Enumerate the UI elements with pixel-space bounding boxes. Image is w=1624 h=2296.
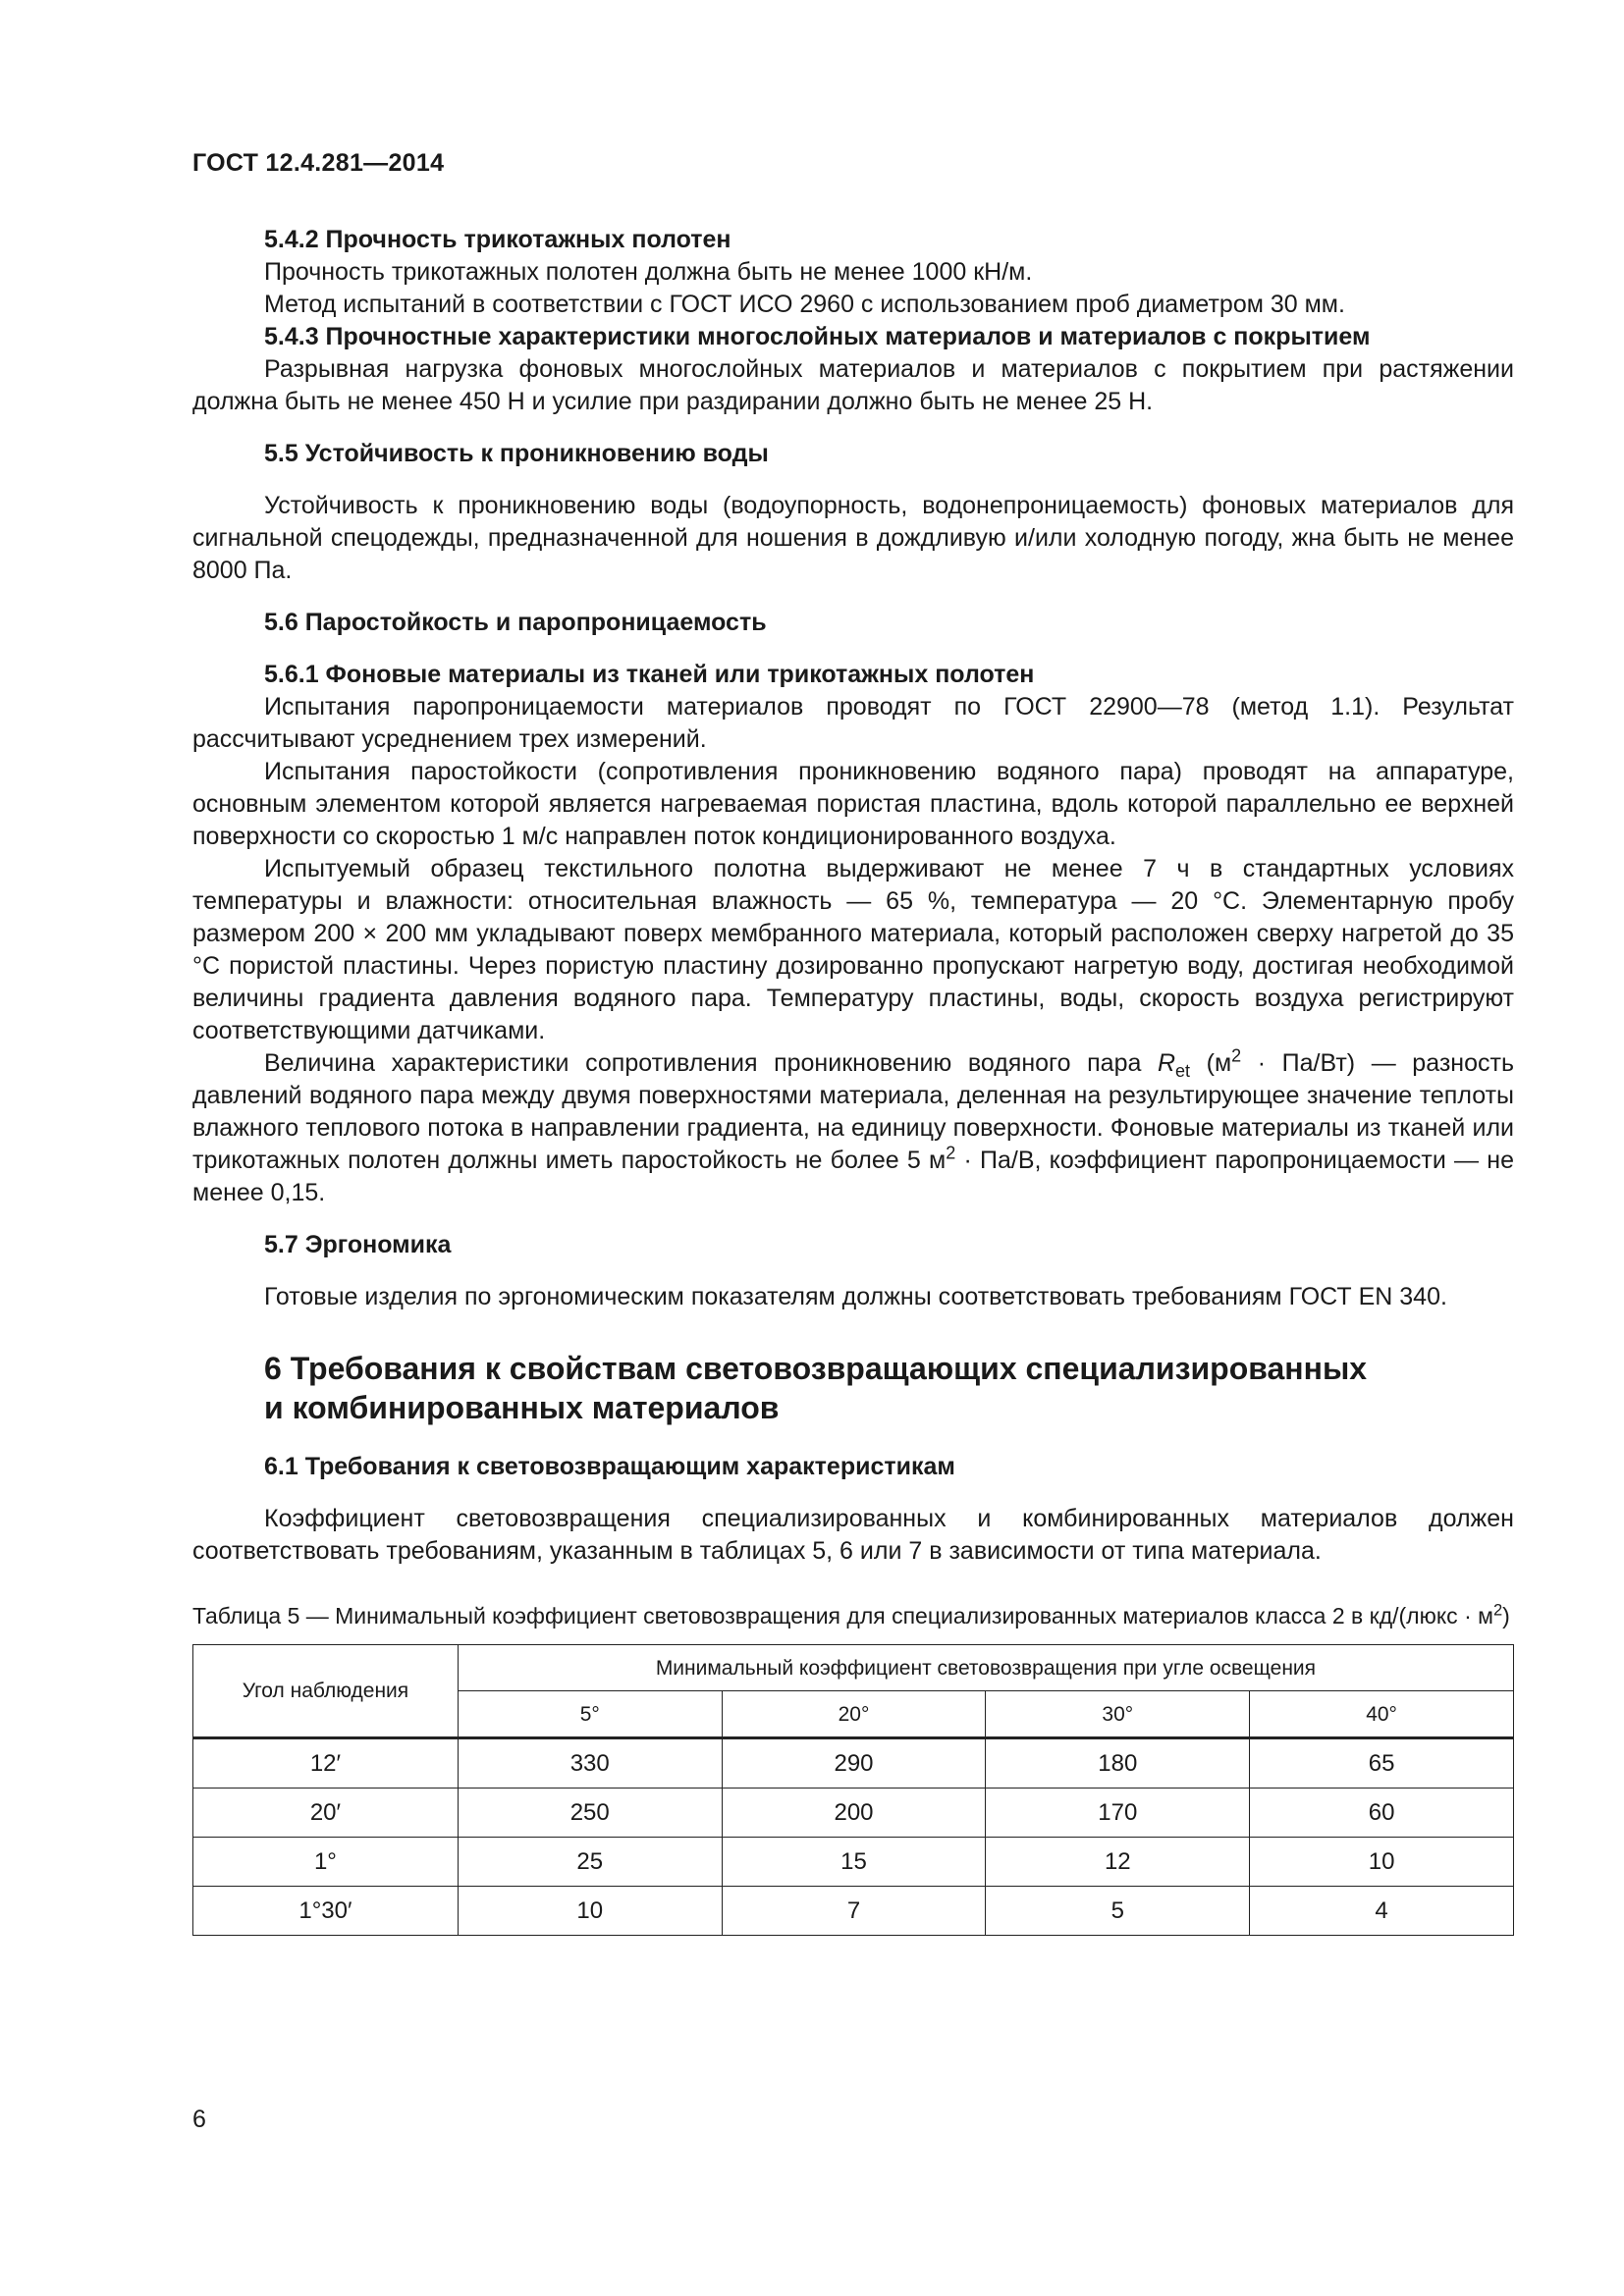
table-cell: 12′ <box>193 1738 459 1789</box>
table-cell: 10 <box>1250 1838 1514 1887</box>
paragraph: Испытания паростойкости (сопротивления проникновению водяного пара) проводят на аппаратуре, основным элементом которой является нагреваемая пористая пластина, вдоль которой параллельно ее верхней поверхности со скоростью 1 м/с направлен поток кондиционированного воздуха. <box>192 758 1514 850</box>
table-cell: 250 <box>458 1789 722 1838</box>
table-cell: 4 <box>1250 1887 1514 1936</box>
document-header: ГОСТ 12.4.281—2014 <box>192 149 445 177</box>
section-5-4-3-heading: 5.4.3 Прочностные характеристики многослойных материалов и материалов с покрытием <box>264 323 1371 350</box>
paragraph: Прочность трикотажных полотен должна быть не менее 1000 кН/м. <box>264 258 1033 286</box>
section-6-heading: 6 Требования к свойствам световозвращающих специализированных и комбинированных материалов <box>264 1351 1368 1425</box>
section-5-5-heading: 5.5 Устойчивость к проникновению воды <box>264 440 769 467</box>
paragraph: Испытуемый образец текстильного полотна выдерживают не менее 7 ч в стандартных условиях температуры и влажности: относительная влажность — 65 %, температура — 20 °С. Элементарную пробу размером 200 × 200 мм укладывают поверх мембранного материала, который расположен сверху нагретой до 35 °С пористой пластины. Через пористую пластину дозированно пропускают нагретую воду, достигая необходимой величины градиента давления водяного пара. Температуру пластины, воды, скорость воздуха регистрируют соответствующими датчиками. <box>192 855 1514 1044</box>
table-cell: 7 <box>722 1887 986 1936</box>
table-5-caption: Таблица 5 — Минимальный коэффициент световозвращения для специализированных материалов класса 2 в кд/(люкс · $м^2$) <box>192 1600 1510 1629</box>
header-illumination-group: Минимальный коэффициент световозвращения при угле освещения <box>458 1645 1513 1691</box>
table-cell: 5 <box>986 1887 1250 1936</box>
table-cell: 65 <box>1250 1738 1514 1789</box>
table-row <box>193 1887 1514 1936</box>
table-cell: 15 <box>722 1838 986 1887</box>
table-cell: 60 <box>1250 1789 1514 1838</box>
table-cell: 20′ <box>193 1789 459 1838</box>
header-angle: 5° <box>458 1691 722 1738</box>
paragraph: Метод испытаний в соответствии с ГОСТ ИСО 2960 с использованием проб диаметром 30 мм. <box>264 291 1345 318</box>
section-5-6-1-heading: 5.6.1 Фоновые материалы из тканей или трикотажных полотен <box>264 661 1035 688</box>
table-cell: 200 <box>722 1789 986 1838</box>
section-5-7-heading: 5.7 Эргономика <box>264 1231 452 1258</box>
page-body <box>192 224 1514 1936</box>
header-angle: 30° <box>986 1691 1250 1738</box>
table-cell: 10 <box>458 1887 722 1936</box>
page-number: 6 <box>192 2106 206 2133</box>
table-cell: 1° <box>193 1838 459 1887</box>
header-observation-angle: Угол наблюдения <box>193 1645 459 1738</box>
table-row <box>193 1838 1514 1887</box>
paragraph-ret: Величина характеристики сопротивления проникновению водяного пара $R_{et}$ $(м^2 \cdot Па/Вт)$ — разность давлений водяного пара между двумя поверхностями материала, деленная на результирующее значение теплоты влажного теплового потока в направлении градиента, на единицу поверхности. Фоновые материалы из тканей или трикотажных полотен должны иметь паростойкость не более 5 $м^2 \cdot Па/В$, коэффициент паропроницаемости — не менее 0,15. <box>192 1045 1514 1206</box>
table-cell: 170 <box>986 1789 1250 1838</box>
paragraph: Разрывная нагрузка фоновых многослойных материалов и материалов с покрытием при растяжении должна быть не менее 450 Н и усилие при раздирании должно быть не менее 25 Н. <box>192 355 1514 415</box>
section-5-4-2-heading: 5.4.2 Прочность трикотажных полотен <box>264 226 731 253</box>
paragraph: Готовые изделия по эргономическим показателям должны соответствовать требованиям ГОСТ EN 340. <box>264 1283 1447 1310</box>
section-5-6-heading: 5.6 Паростойкость и паропроницаемость <box>264 609 767 636</box>
table-row <box>193 1738 1514 1789</box>
table-cell: 1°30′ <box>193 1887 459 1936</box>
table-cell: 25 <box>458 1838 722 1887</box>
header-angle: 40° <box>1250 1691 1514 1738</box>
paragraph: Коэффициент световозвращения специализированных и комбинированных материалов должен соответствовать требованиям, указанным в таблицах 5, 6 или 7 в зависимости от типа материала. <box>192 1505 1514 1565</box>
table-cell: 180 <box>986 1738 1250 1789</box>
section-6-1-heading: 6.1 Требования к световозвращающим характеристикам <box>264 1453 955 1480</box>
table-5 <box>192 1644 1514 1936</box>
header-angle: 20° <box>722 1691 986 1738</box>
paragraph: Устойчивость к проникновению воды (водоупорность, водонепроницаемость) фоновых материалов для сигнальной спецодежды, предназначенной для ношения в дождливую и/или холодную погоду, жна быть не менее 8000 Па. <box>192 492 1514 584</box>
table-cell: 290 <box>722 1738 986 1789</box>
table-row <box>193 1789 1514 1838</box>
table-cell: 330 <box>458 1738 722 1789</box>
table-cell: 12 <box>986 1838 1250 1887</box>
paragraph: Испытания паропроницаемости материалов проводят по ГОСТ 22900—78 (метод 1.1). Результат рассчитывают усреднением трех измерений. <box>192 693 1514 753</box>
